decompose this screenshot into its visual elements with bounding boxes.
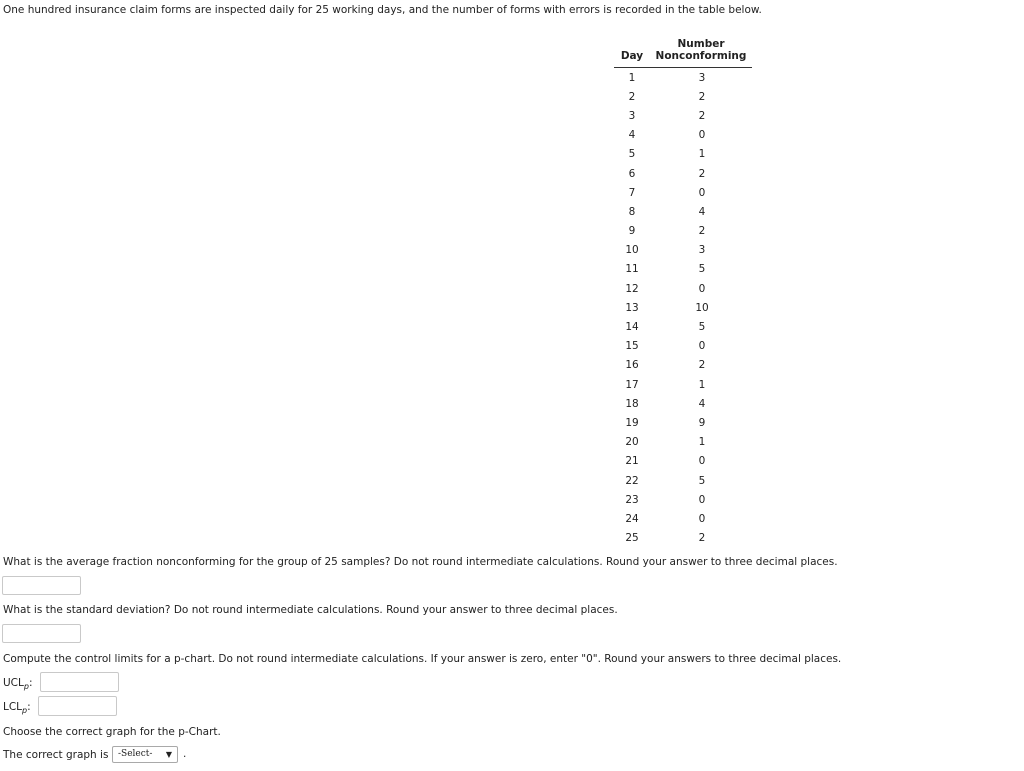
dropdown-arrow-icon: ▼: [165, 750, 172, 759]
nonconforming-cell: 0: [698, 512, 706, 525]
table-row: [614, 106, 752, 125]
table-row: [614, 145, 752, 164]
table-row: [614, 317, 752, 336]
table-row: [614, 490, 752, 509]
header-nonconforming: Nonconforming: [650, 50, 752, 68]
day-cell: 11: [625, 263, 639, 276]
table-row: [614, 433, 752, 452]
header-number: Number: [677, 38, 725, 50]
day-cell: 10: [625, 244, 639, 257]
table-row: [614, 164, 752, 183]
table-row: [614, 222, 752, 241]
table-row: [614, 241, 752, 260]
nonconforming-cell: 0: [698, 493, 706, 506]
day-cell: 17: [625, 378, 639, 391]
nonconforming-cell: 3: [698, 244, 706, 257]
nonconforming-cell: 5: [698, 321, 706, 334]
nonconforming-cell: 4: [698, 205, 706, 218]
day-cell: 3: [628, 109, 636, 122]
table-row: [614, 202, 752, 221]
question-std-dev: What is the standard deviation? Do not round intermediate calculations. Round your answer to three decimal places.: [3, 604, 618, 616]
lcl-label: $LCL_p$:: [3, 701, 31, 716]
question-graph: Choose the correct graph for the p-Chart.: [3, 726, 221, 738]
table-row: [614, 452, 752, 471]
table-row: [614, 394, 752, 413]
table-row: [614, 356, 752, 375]
ucl-label: $UCL_p$:: [3, 677, 33, 692]
nonconforming-cell: 0: [698, 455, 706, 468]
day-cell: 21: [625, 455, 639, 468]
day-cell: 24: [625, 512, 639, 525]
nonconforming-cell: 5: [698, 263, 706, 276]
question-average: What is the average fraction nonconforming for the group of 25 samples? Do not round intermediate calculations. Round your answer to three decimal places.: [3, 556, 838, 568]
nonconforming-cell: 2: [698, 167, 706, 180]
ucl-input[interactable]: [40, 672, 119, 692]
lcl-input[interactable]: [38, 696, 117, 716]
nonconforming-cell: 4: [698, 397, 706, 410]
day-cell: 7: [628, 186, 636, 199]
day-cell: 16: [625, 359, 639, 372]
day-cell: 19: [625, 416, 639, 429]
nonconforming-cell: 10: [695, 301, 709, 314]
table-row: [614, 529, 752, 548]
day-cell: 14: [625, 321, 639, 334]
day-cell: 20: [625, 436, 639, 449]
period-text: .: [183, 748, 187, 760]
intro-text: One hundred insurance claim forms are inspected daily for 25 working days, and the number of forms with errors is recorded in the table below.: [3, 4, 762, 16]
nonconforming-cell: 1: [698, 148, 706, 161]
day-cell: 25: [625, 532, 639, 545]
average-fraction-input[interactable]: [2, 576, 81, 595]
table-row: [614, 413, 752, 432]
table-row: [614, 375, 752, 394]
std-dev-input[interactable]: [2, 624, 81, 643]
nonconforming-cell: 2: [698, 359, 706, 372]
nonconforming-cell: 1: [698, 436, 706, 449]
table-row: [614, 68, 752, 88]
graph-label: The correct graph is: [3, 749, 109, 761]
table-row: [614, 279, 752, 298]
table-row: [614, 509, 752, 528]
day-cell: 2: [628, 90, 636, 103]
nonconforming-cell: 0: [698, 129, 706, 142]
nonconforming-cell: 0: [698, 340, 706, 353]
nonconforming-cell: 2: [698, 532, 706, 545]
table-row: [614, 260, 752, 279]
nonconforming-cell: 0: [698, 282, 706, 295]
table-row: [614, 87, 752, 106]
nonconforming-cell: 9: [698, 416, 706, 429]
day-cell: 6: [628, 167, 636, 180]
table-row: [614, 298, 752, 317]
nonconforming-cell: 1: [698, 378, 706, 391]
nonconforming-cell: 2: [698, 90, 706, 103]
question-control-limits: Compute the control limits for a p-chart. Do not round intermediate calculations. If your answer is zero, enter "0". Round your answers to three decimal places.: [3, 653, 842, 665]
graph-select-dropdown[interactable]: [112, 746, 178, 763]
nonconforming-cell: 5: [698, 474, 706, 487]
header-day: Day: [614, 50, 650, 68]
day-cell: 18: [625, 397, 639, 410]
nonconforming-cell: 3: [698, 71, 706, 84]
day-cell: 5: [628, 148, 636, 161]
nonconforming-cell: 0: [698, 186, 706, 199]
day-cell: 9: [628, 225, 636, 238]
table-row: [614, 337, 752, 356]
day-cell: 23: [625, 493, 639, 506]
table-row: [614, 183, 752, 202]
day-cell: 12: [625, 282, 639, 295]
day-cell: 8: [628, 205, 636, 218]
nonconforming-cell: 2: [698, 109, 706, 122]
graph-select-value: -Select-: [118, 749, 153, 759]
day-cell: 4: [628, 129, 636, 142]
day-cell: 15: [625, 340, 639, 353]
day-cell: 22: [625, 474, 639, 487]
day-cell: 1: [628, 71, 636, 84]
day-cell: 13: [625, 301, 639, 314]
table-row: [614, 126, 752, 145]
table-row: [614, 471, 752, 490]
nonconforming-table: [614, 30, 752, 548]
nonconforming-cell: 2: [698, 225, 706, 238]
